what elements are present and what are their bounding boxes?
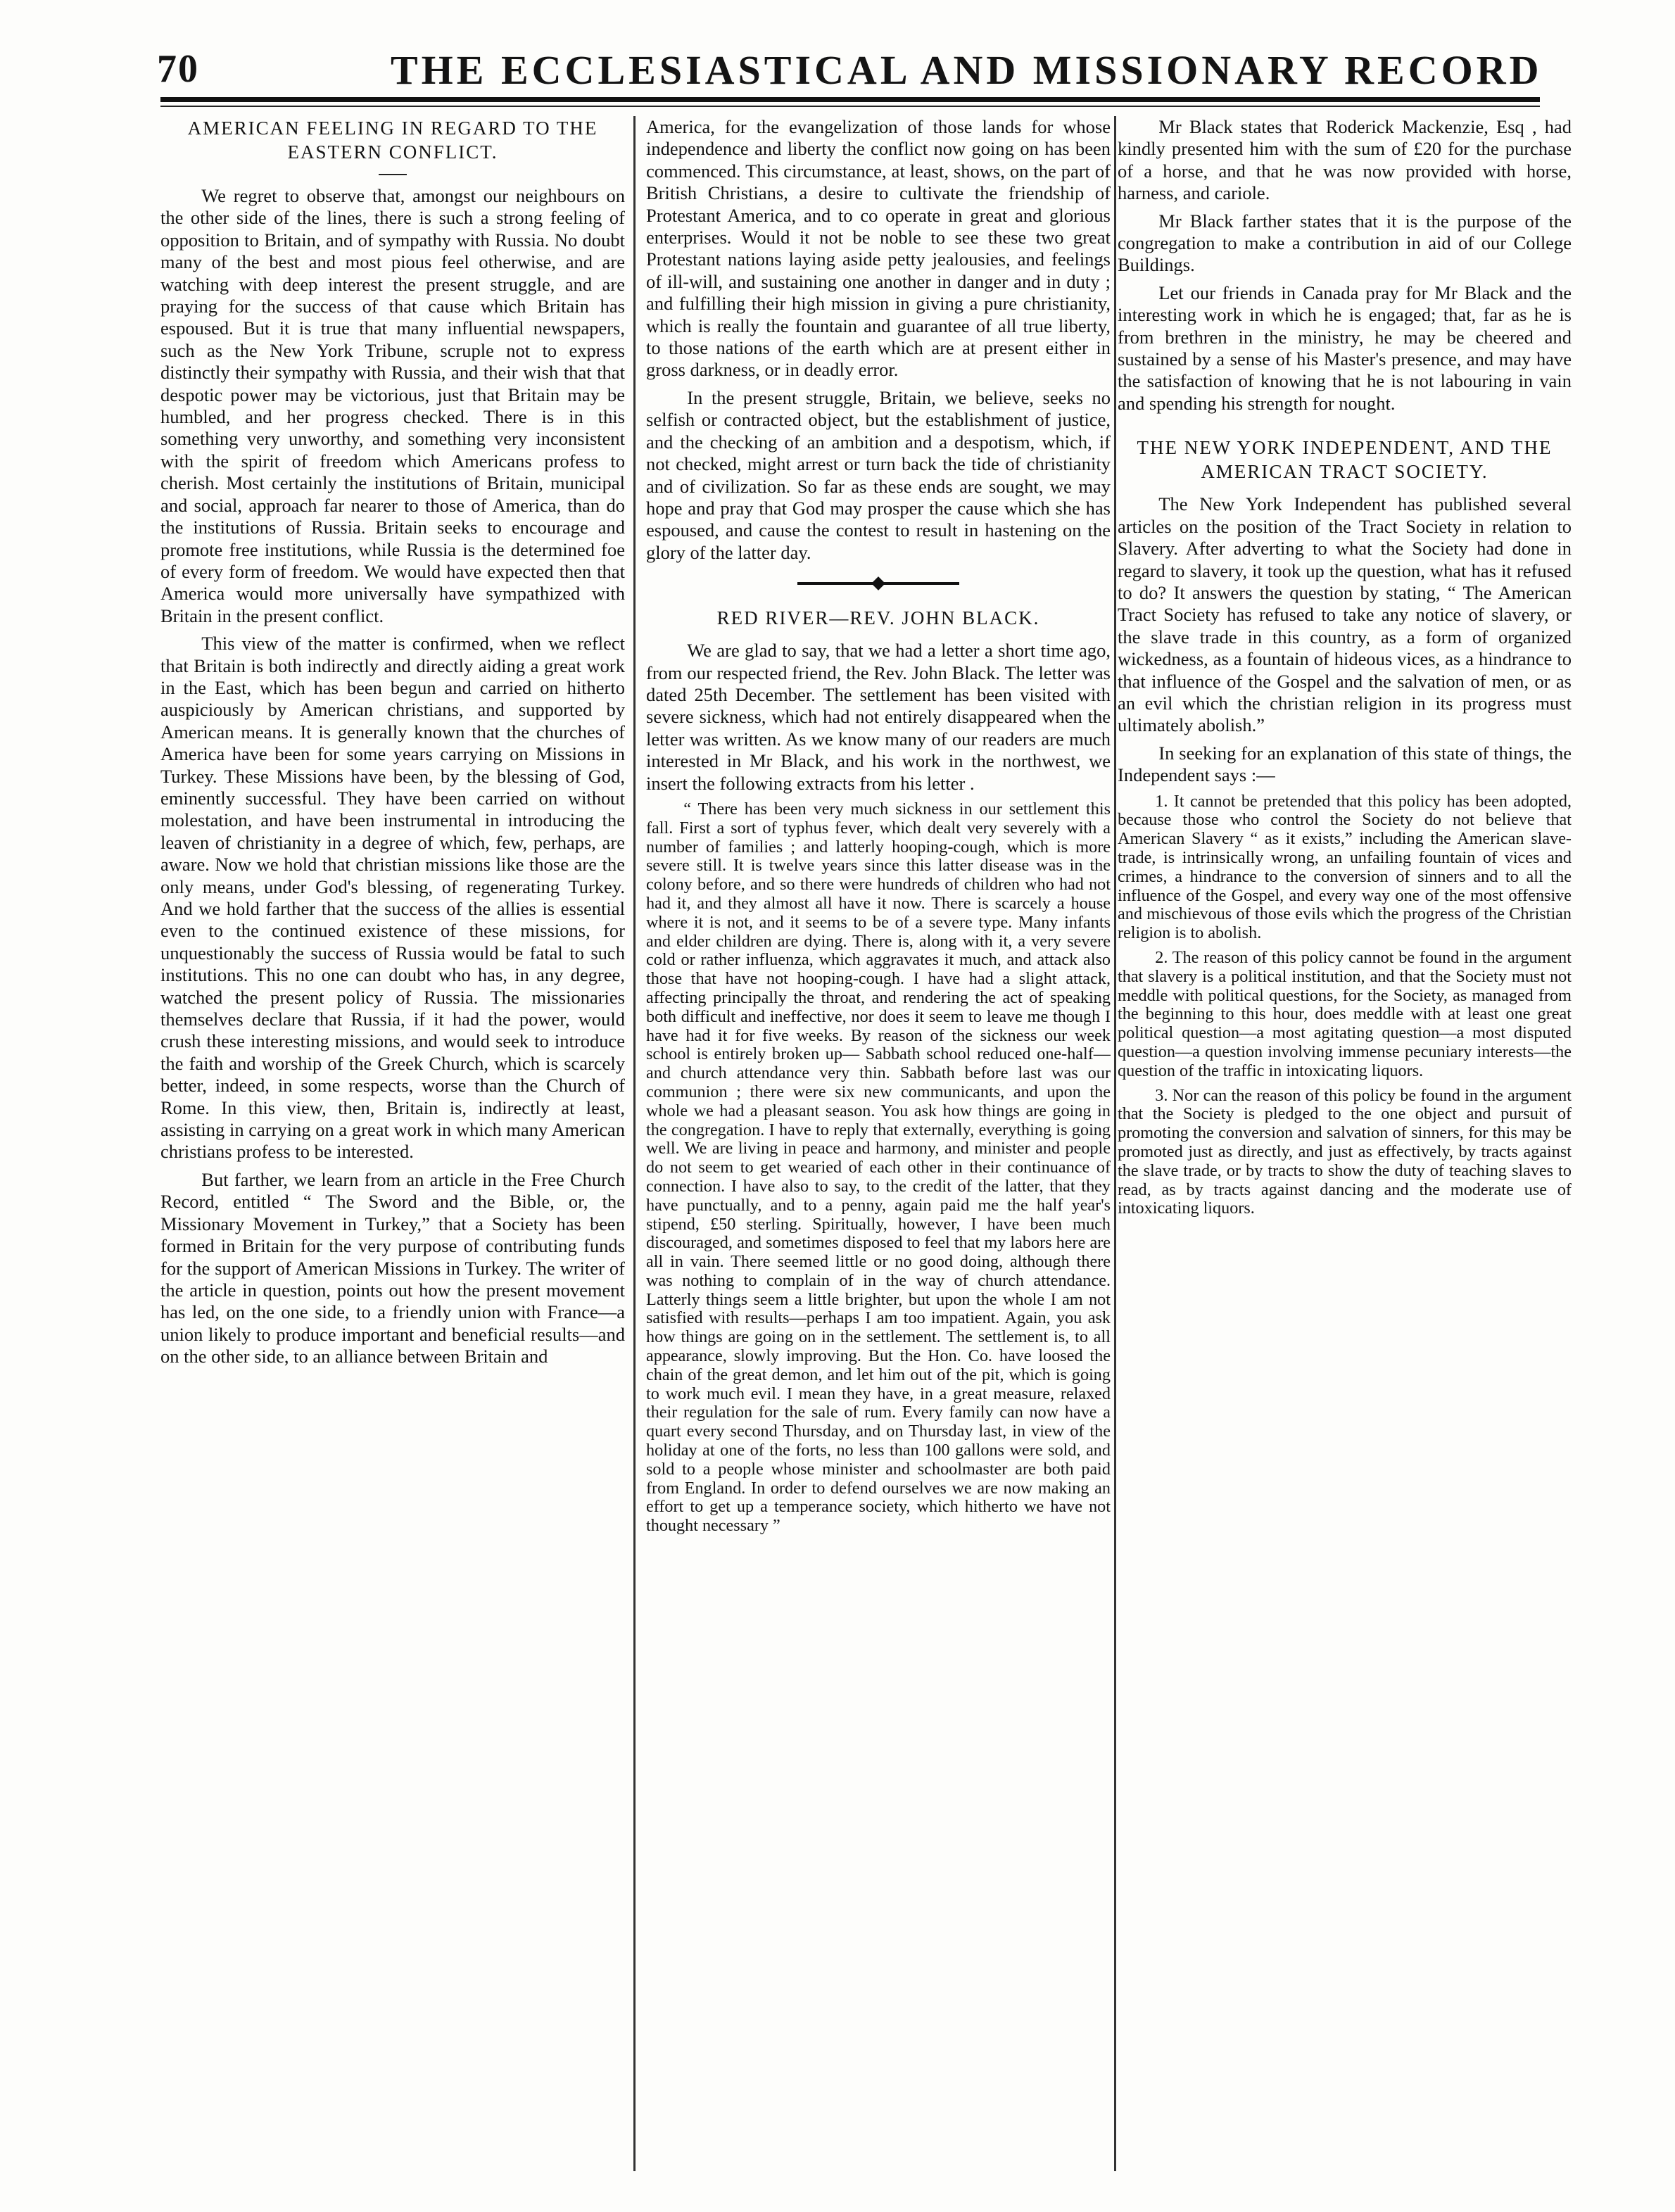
article-paragraph: We are glad to say, that we had a letter a short time ago, from our respected friend, the Rev. John Black. The letter was dated 25th December. The settlement has been visited with severe sickness, which had not entirely disappeared when the letter was written. As we know many of our readers are much interested in Mr Black, and his work in the northwest, we insert the following extracts from his letter . bbox=[646, 640, 1111, 794]
article-paragraph: Mr Black states that Roderick Mackenzie, Esq , had kindly presented him with the sum of £20 for the purchase of a horse, and that he was now provided with horse, harness, and cariole. bbox=[1118, 116, 1572, 204]
article-paragraph: America, for the evangelization of those lands for whose independence and liberty the conflict now going on has been commenced. This circumstance, at least, shows, on the part of British Christians, a desire to cultivate the friendship of Protestant America, and to co operate in great and glorious enterprises. Would it not be noble to see these two great Protestant nations laying aside petty jealousies, and feelings of ill-will, and sustaining one another in danger and in duty ; and fulfilling their high mission in giving a pure christianity, which is really the fountain and guarantee of all true liberty, to those nations of the earth which are at present either in gross darkness, or in deadly error. bbox=[646, 116, 1111, 381]
column-3 bbox=[1118, 116, 1572, 2178]
column-divider bbox=[1114, 116, 1116, 2171]
column-1 bbox=[160, 116, 625, 2178]
article-paragraph: In seeking for an explanation of this state of things, the Independent says :— bbox=[1118, 742, 1572, 786]
masthead-rule-thin bbox=[160, 106, 1540, 107]
column-2 bbox=[646, 116, 1111, 2178]
article-title: AMERICAN FEELING IN REGARD TO THE EASTERN CONFLICT. bbox=[187, 118, 598, 163]
article-paragraph: Let our friends in Canada pray for Mr Black and the interesting work in which he is engaged; that, far as he is from brethren in the ministry, he may be cheered and sustained by a sense of his Master's presence, and may have the satisfaction of knowing that he is not labouring in vain and spending his strength for nought. bbox=[1118, 282, 1572, 414]
article-paragraph: In the present struggle, Britain, we believe, seeks no selfish or contracted object, but the establishment of justice, and the checking of an ambition and a despotism, which, if not checked, might arrest or turn back the tide of christianity and of civilization. So far as these ends are sought, we may hope and pray that God may prosper the cause which she has espoused, and cause the contest to result in hastening on the glory of the latter day. bbox=[646, 386, 1111, 563]
article-paragraph: Mr Black farther states that it is the purpose of the congregation to make a contribution in aid of our College Buildings. bbox=[1118, 210, 1572, 276]
section-separator bbox=[797, 582, 959, 585]
article-paragraph: This view of the matter is confirmed, when we reflect that Britain is both indirectly and directly aiding a great work in the East, which has been begun and carried on hitherto auspiciously by American christians, and supported by American means. It is generally known that the churches of America have been for some years carrying on Missions in Turkey. These Missions have been, by the blessing of God, eminently successful. They have been carried on without molestation, and have been instrumental in introducing the leaven of christianity in a degree of which, few, perhaps, are aware. Now we hold that christian missions like those are the only means, under God's blessing, of regenerating Turkey. And we hold farther that the success of the allies is essential even to the continued existence of these missions, for unquestionably the success of Russia would be fatal to such institutions. This no one can doubt who has, in any degree, watched the present policy of Russia. The missionaries themselves declare that Russia, if it had the power, would crush these interesting missions, and would seek to introduce the faith and worship of the Greek Church, which is scarcely better, indeed, in some respects, worse than the Church of Rome. In this view, then, Britain is, indirectly at least, assisting in carrying on a great work in which many American christians profess to be interested. bbox=[160, 633, 625, 1163]
section-gap bbox=[1118, 420, 1572, 436]
numbered-point: 1. It cannot be pretended that this policy has been adopted, because those who control the Society do not believe that American Slavery “ as it exists,” including the American slave-trade, is intrinsically wrong, an unfailing fountain of vices and crimes, a hindrance to the conversion of sinners and to all the influence of the Gospel, and every way one of the most offensive and mischievous of those evils which the progress of the Christian religion is to abolish. bbox=[1118, 791, 1572, 943]
masthead bbox=[151, 44, 1552, 93]
title-dash bbox=[379, 174, 407, 175]
article-paragraph: But farther, we learn from an article in the Free Church Record, entitled “ The Sword and the Bible, or, the Missionary Movement in Turkey,” that a Society has been formed in Britain for the very purpose of contributing funds for the support of American Missions in Turkey. The writer of the article in question, points out how the present movement has led, on the one side, to a friendly union with France—a union likely to produce important and beneficial results—and on the other side, to an alliance between Britain and bbox=[160, 1168, 625, 1367]
article-paragraph: The New York Independent has published several articles on the position of the Tract Society in relation to Slavery. After adverting to what the Society had done in regard to slavery, it took up the question, what has it refused to do? It answers the question by stating, “ The American Tract Society has refused to take any notice of slavery, or the slave trade in this country, as a form of organized wickedness, as a fountain of hideous vices, as a hindrance to that influence of the Gospel and the salvation of men, or as an evil which the christian religion in its progress must ultimately abolish.” bbox=[1118, 493, 1572, 736]
article-paragraph: We regret to observe that, amongst our neighbours on the other side of the lines, there is such a strong feeling of opposition to Britain, and of sympathy with Russia. No doubt many of the best and most pious feel otherwise, and are watching with deep interest the present struggle, and are praying for the success of that cause which Britain has espoused. But it is true that many influential newspapers, such as the New York Tribune, scruple not to express distinctly their sympathy with Russia, and their wish that that despotic power may be victorious, just that Britain may be humbled, and her progress checked. There is in this something very unworthy, and something very inconsistent with the spirit of freedom which Americans profess to cherish. Most certainly the institutions of Britain, municipal and social, approach far nearer to those of America, than do the institutions of Russia. Britain seeks to encourage and promote free institutions, while Russia is the determined foe of every form of freedom. We would have expected then that America would more universally have sympathized with Britain in the present conflict. bbox=[160, 185, 625, 626]
letter-quote: “ There has been very much sickness in our settlement this fall. First a sort of typhus fever, which dealt very severely with a number of families ; and latterly hooping-cough, which is more severe still. It is twelve years since this latter disease was in the colony before, and so there were hundreds of children who had not had it, and they almost all have it now. There is scarcely a house where it is not, and it seems to be of a severe type. Many infants and elder children are dying. There is, along with it, a very severe cold or rather influenza, which aggravates it much, and attack also those that have not hooping-cough. I have had a slight attack, affecting principally the throat, and rendering the act of speaking both difficult and ineffective, nor does it seem to leave me though I have had it for five weeks. By reason of the sickness our week school is entirely broken up— Sabbath school reduced one-half—and church attendance very thin. Sabbath before last was our communion ; there were six new communicants, and upon the whole we had a pleasant season. You ask how things are going in the congregation. I have to reply that externally, everything is going well. We are living in peace and harmony, and minister and people do not seem to get wearied of each other in their continuance of connection. I have also to say, to the credit of the latter, that they have punctually, and to a penny, again paid me the half year's stipend, £50 sterling. Spiritually, however, I have been much discouraged, and sometimes disposed to feel that my labors here are all in vain. There seemed little or no good doing, although there was nothing to complain of in the way of church attendance. Latterly things seem a little brighter, but upon the whole I am not satisfied with results—perhaps I am too impatient. Again, you ask how things are going on in the settlement. The settlement is, to all appearance, slowly improving. But the Hon. Co. have loosed the chain of the great demon, and let him out of the pit, which is going to work much evil. I mean they have, in a great measure, relaxed their regulation for the sale of rum. Every family can now have a quart every second Thursday, and on Thursday last, in view of the holiday at one of the forts, no less than 100 gallons were sold, and sold to a people whose minister and schoolmaster are both paid from England. In order to defend ourselves we are now making an effort to get up a temperance society, which hitherto we have not thought necessary ” bbox=[646, 799, 1111, 1536]
page-number: 70 bbox=[157, 47, 199, 91]
article-title: THE NEW YORK INDEPENDENT, AND THE AMERICAN TRACT SOCIETY. bbox=[1137, 437, 1553, 483]
masthead-title: THE ECCLESIASTICAL AND MISSIONARY RECORD bbox=[391, 47, 1543, 93]
article-title: RED RIVER—REV. JOHN BLACK. bbox=[716, 607, 1040, 629]
masthead-rule bbox=[160, 97, 1540, 102]
column-divider bbox=[633, 116, 636, 2171]
numbered-point: 2. The reason of this policy cannot be found in the argument that slavery is a political institution, and that the Society must not meddle with political questions, for the Society, as managed from the beginning to this hour, does meddle with at least one great political question—a most agitating question—a most disputed question—a question involving immense pecuniary interests—the question of the traffic in intoxicating liquors. bbox=[1118, 947, 1572, 1080]
numbered-point: 3. Nor can the reason of this policy be found in the argument that the Society is pledged to the one object and pursuit of promoting the conversion and salvation of sinners, for this may be promoted just as directly, and just as effectively, by tracts against the slave trade, or by tracts to show the duty of teaching slaves to read, as by tracts against dancing and the moderate use of intoxicating liquors. bbox=[1118, 1085, 1572, 1218]
